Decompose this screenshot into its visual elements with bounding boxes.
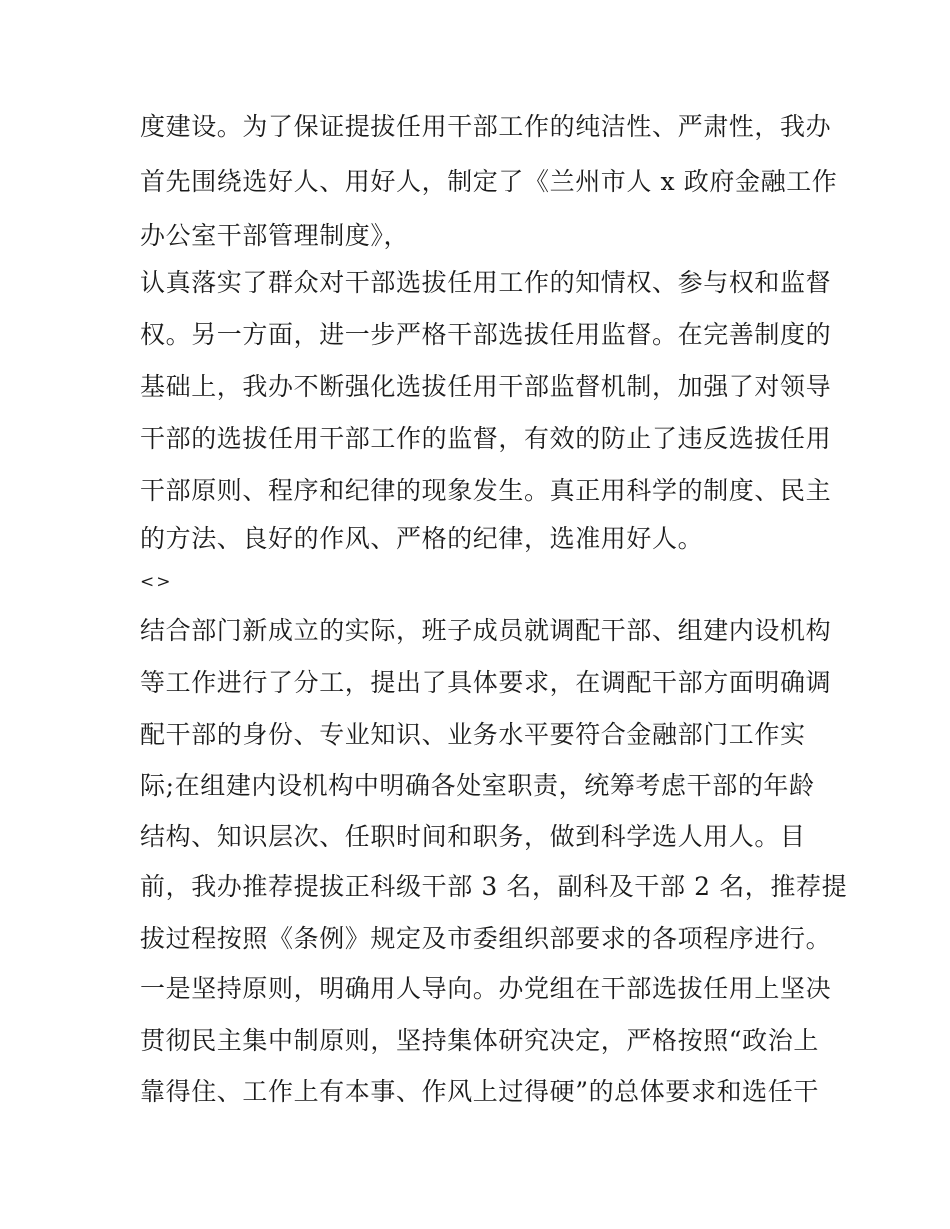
text-line: 认真落实了群众对干部选拔任用工作的知情权、参与权和监督: [140, 268, 832, 297]
text-line: 一是坚持原则，明确用人导向。办党组在干部选拔任用上坚决: [140, 974, 832, 1003]
text-line: 度建设。为了保证提拔任用干部工作的纯洁性、严肃性，我办: [140, 112, 832, 141]
text-line: 基础上，我办不断强化选拔任用干部监督机制，加强了对领导: [140, 372, 832, 401]
text-marker: <>: [140, 572, 173, 592]
text-line: 首先围绕选好人、用好人，制定了《兰州市人 x 政府金融工作: [140, 167, 838, 196]
text-line: 结构、知识层次、任职时间和职务，做到科学选人用人。目: [140, 822, 806, 851]
text-line: 干部的选拔任用干部工作的监督，有效的防止了违反选拔任用: [140, 424, 832, 453]
text-line: 靠得住、工作上有本事、作风上过得硬”的总体要求和选任干: [140, 1077, 819, 1106]
text-line: 权。另一方面，进一步严格干部选拔任用监督。在完善制度的: [140, 320, 832, 349]
text-line: 前，我办推荐提拔正科级干部 3 名，副科及干部 2 名，推荐提: [140, 872, 848, 901]
text-line: 干部原则、程序和纪律的现象发生。真正用科学的制度、民主: [140, 476, 832, 505]
text-line: 的方法、良好的作风、严格的纪律，选准用好人。: [140, 524, 704, 553]
text-line: 办公室干部管理制度》，: [140, 221, 410, 250]
text-line: 贯彻民主集中制原则，坚持集体研究决定，严格按照“政治上: [140, 1026, 819, 1055]
text-line: 拔过程按照《条例》规定及市委组织部要求的各项程序进行。: [140, 924, 832, 953]
text-line: 结合部门新成立的实际，班子成员就调配干部、组建内设机构: [140, 616, 832, 645]
text-line: 际;在组建内设机构中明确各处室职责，统筹考虑干部的年龄: [140, 771, 815, 800]
text-line: 等工作进行了分工，提出了具体要求，在调配干部方面明确调: [140, 668, 832, 697]
text-line: 配干部的身份、专业知识、业务水平要符合金融部门工作实: [140, 720, 806, 749]
